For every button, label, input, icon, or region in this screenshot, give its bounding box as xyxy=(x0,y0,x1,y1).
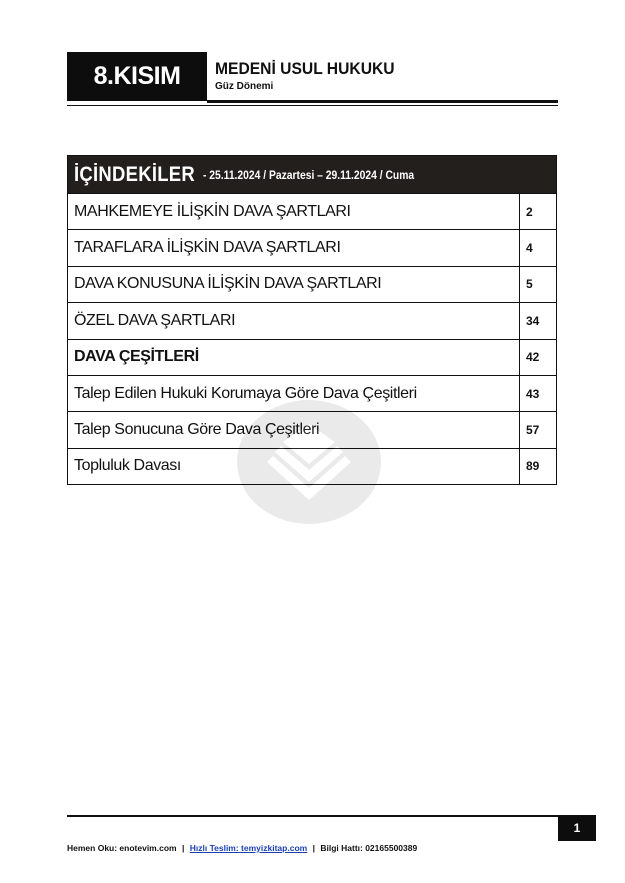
course-title: MEDENİ USUL HUKUKU xyxy=(215,59,395,78)
toc-entry-label: TARAFLARA İLİŞKİN DAVA ŞARTLARI xyxy=(68,230,520,265)
toc-row[interactable] xyxy=(68,448,556,484)
read-online-text: Hemen Oku: enotevim.com xyxy=(67,843,177,853)
toc-entry-page: 42 xyxy=(526,350,540,365)
toc-row[interactable] xyxy=(68,266,556,302)
page-number: 1 xyxy=(573,821,581,835)
page-number-badge xyxy=(558,815,596,841)
table-of-contents xyxy=(67,155,557,485)
toc-entry-label: MAHKEMEYE İLİŞKİN DAVA ŞARTLARI xyxy=(68,194,520,229)
course-term: Güz Dönemi xyxy=(215,81,274,92)
toc-heading xyxy=(68,156,556,193)
toc-row[interactable] xyxy=(68,375,556,411)
toc-row[interactable] xyxy=(68,229,556,265)
header-rule-thick xyxy=(207,100,558,103)
section-badge xyxy=(67,52,207,101)
toc-row[interactable] xyxy=(68,411,556,447)
toc-entry-page: 89 xyxy=(526,459,540,474)
toc-entry-label: Talep Sonucuna Göre Dava Çeşitleri xyxy=(68,412,520,447)
toc-date-range: - 25.11.2024 / Pazartesi – 29.11.2024 / Cuma xyxy=(203,167,415,182)
toc-entry-label: Topluluk Davası xyxy=(68,449,520,484)
toc-entry-label: DAVA KONUSUNA İLİŞKİN DAVA ŞARTLARI xyxy=(68,267,520,302)
toc-entry-page: 57 xyxy=(526,423,540,438)
toc-title: İÇİNDEKİLER xyxy=(74,162,195,186)
toc-entry-page: 5 xyxy=(526,277,533,292)
delivery-link[interactable]: Hızlı Teslim: temyizkitap.com xyxy=(189,843,308,853)
toc-row[interactable] xyxy=(68,339,556,375)
toc-row[interactable] xyxy=(68,193,556,229)
header-rule-thin xyxy=(67,105,558,106)
toc-entry-label: Talep Edilen Hukuki Korumaya Göre Dava Çeşitleri xyxy=(68,376,520,411)
toc-entry-page: 43 xyxy=(526,386,540,401)
toc-entry-page: 34 xyxy=(526,313,540,328)
toc-entry-label: DAVA ÇEŞİTLERİ xyxy=(68,340,520,375)
footer-links xyxy=(67,843,417,853)
toc-row[interactable] xyxy=(68,302,556,338)
hotline-text: Bilgi Hattı: 02165500389 xyxy=(320,843,418,853)
footer-separator: | xyxy=(181,843,185,853)
toc-entry-page: 2 xyxy=(526,204,533,219)
footer-separator: | xyxy=(312,843,315,853)
section-label: 8.KISIM xyxy=(93,62,181,90)
footer-rule xyxy=(67,815,558,817)
toc-entry-page: 4 xyxy=(526,241,533,256)
toc-entry-label: ÖZEL DAVA ŞARTLARI xyxy=(68,303,520,338)
